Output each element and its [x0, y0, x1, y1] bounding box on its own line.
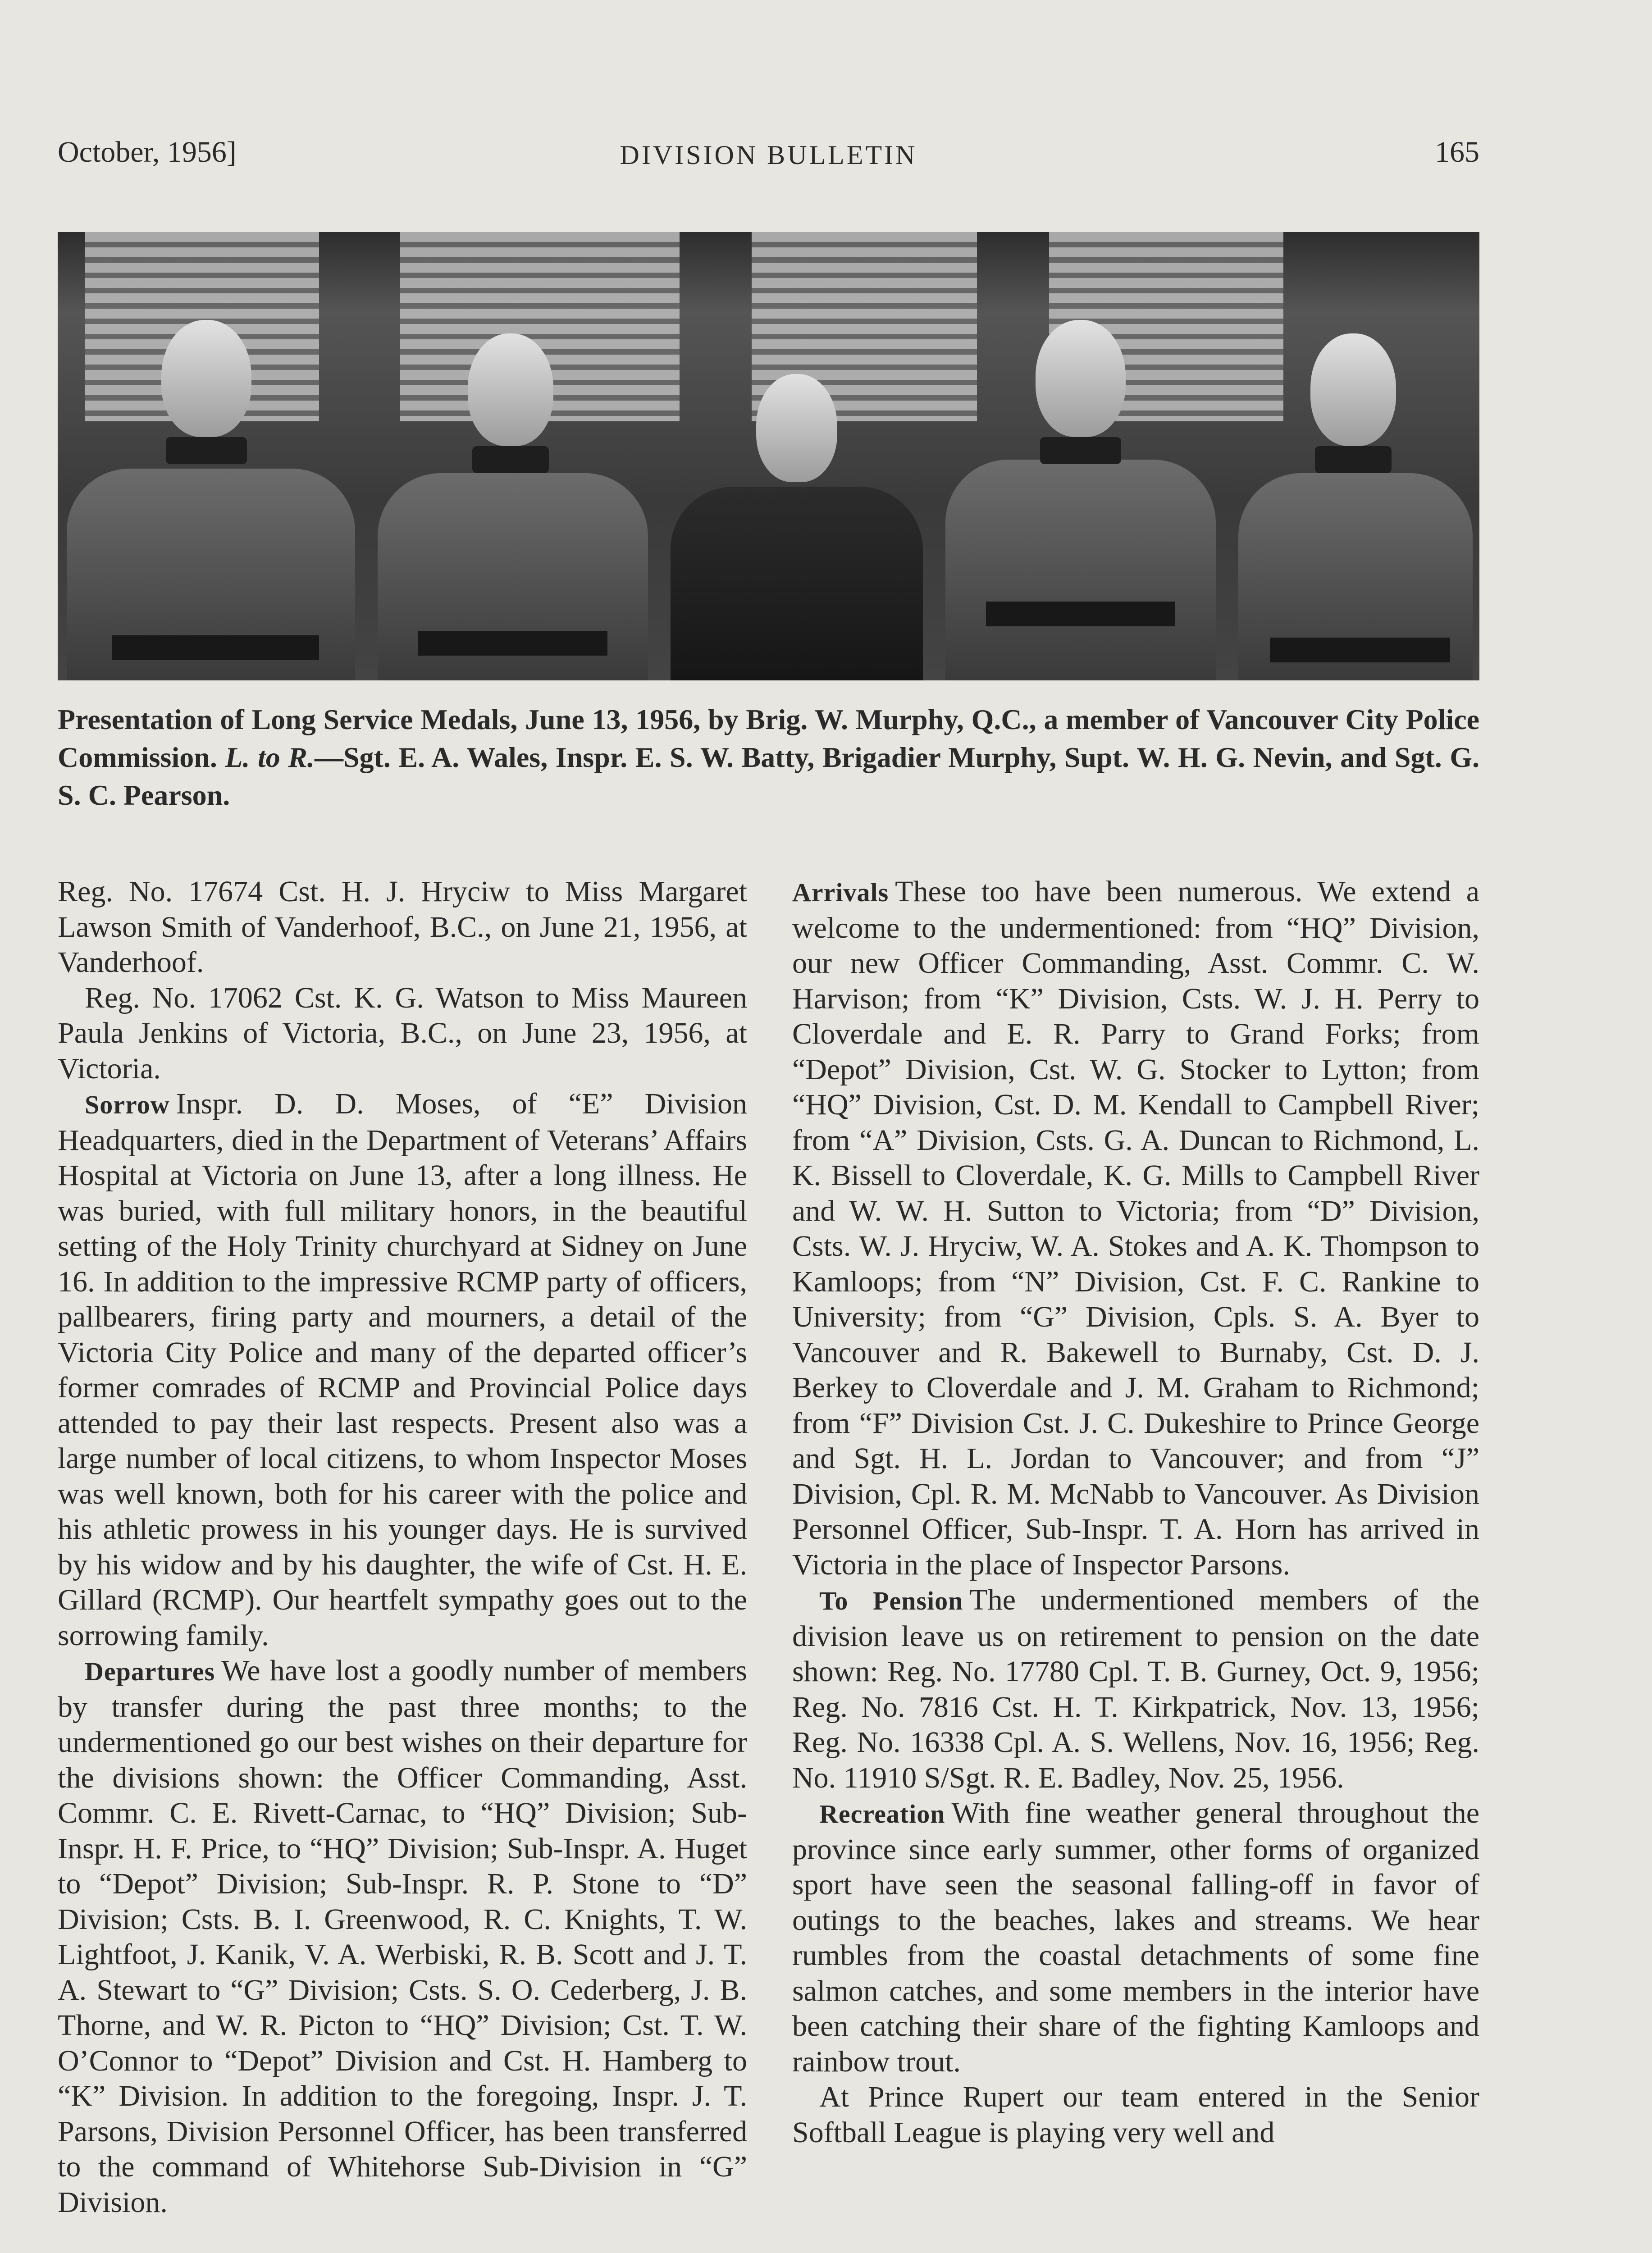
page-number: 165	[1435, 136, 1479, 169]
recreation-section: Recreation With fine weather general throughout the province since early summer, other forms of organized sport have seen the seasonal falling-off in favor of outings to the beaches, lakes and streams. We hear rumbles from the coastal detachments of some fine salmon catches, and some members in the interior have been catching their share of the fighting Kamloops and rainbow trout.	[792, 1797, 1479, 2078]
prince-rupert-paragraph: At Prince Rupert our team entered in the Senior Softball League is playing very well and	[792, 2080, 1479, 2149]
marriage-notice-1: Reg. No. 17674 Cst. H. J. Hryciw to Miss Margaret Lawson Smith of Vanderhoof, B.C., on June 21, 1956, at Vanderhoof.	[58, 875, 747, 979]
person-1	[58, 284, 364, 680]
pension-heading: To Pension	[819, 1586, 963, 1615]
issue-date: October, 1956]	[58, 136, 237, 169]
recreation-heading: Recreation	[819, 1799, 945, 1829]
person-2	[369, 311, 657, 680]
arrivals-heading: Arrivals	[792, 878, 889, 907]
departures-heading: Departures	[85, 1657, 215, 1686]
marriage-notice-2: Reg. No. 17062 Cst. K. G. Watson to Miss Maureen Paula Jenkins of Victoria, B.C., on June 23, 1956, at Victoria.	[58, 981, 747, 1085]
photo-caption: Presentation of Long Service Medals, June 13, 1956, by Brig. W. Murphy, Q.C., a member of Vancouver City Police Commission. L. to R.—Sgt. E. A. Wales, Inspr. E. S. W. Batty, Brigadier Murphy, Supt. W. H. G. Nevin, and Sgt. G. S. C. Pearson.	[58, 703, 1480, 811]
left-column	[58, 874, 747, 2220]
departures-section: Departures We have lost a goodly number of members by transfer during the past three months; to the undermentioned go our best wishes on their departure for the divisions shown: the Officer Commanding, Asst. Commr. C. E. Rivett-Carnac, to “HQ” Division; Sub-Inspr. H. F. Price, to “HQ” Division; Sub-Inspr. A. Huget to “Depot” Division; Sub-Inspr. R. P. Stone to “D” Division; Csts. B. I. Greenwood, R. C. Knights, T. W. Lightfoot, J. Kanik, V. A. Werbiski, R. B. Scott and J. T. A. Stewart to “G” Division; Csts. S. O. Cederberg, J. B. Thorne, and W. R. Picton to “HQ” Division; Cst. T. W. O’Connor to “Depot” Division and Cst. H. Hamberg to “K” Division. In addition to the foregoing, Inspr. J. T. Parsons, Division Personnel Officer, has been transferred to the command of Whitehorse Sub-Division in “G” Division.	[58, 1654, 747, 2219]
person-4	[936, 275, 1225, 680]
publication-title: DIVISION BULLETIN	[620, 140, 917, 170]
sorrow-heading: Sorrow	[85, 1090, 170, 1119]
page-header	[58, 135, 1479, 185]
person-5	[1229, 306, 1479, 680]
person-3	[662, 356, 932, 680]
group-photo	[58, 232, 1479, 680]
arrivals-section: Arrivals These too have been numerous. We extend a welcome to the undermentioned: from “HQ” Division, our new Officer Commanding, Asst. Commr. C. W. Harvison; from “K” Division, Csts. W. J. H. Perry to Cloverdale and E. R. Parry to Grand Forks; from “Depot” Division, Cst. W. G. Stocker to Lytton; from “HQ” Division, Cst. D. M. Kendall to Campbell River; from “A” Division, Csts. G. A. Duncan to Richmond, L. K. Bissell to Cloverdale, K. G. Mills to Campbell River and W. W. H. Sutton to Victoria; from “D” Division, Csts. W. J. Hryciw, W. A. Stokes and A. K. Thompson to Kamloops; from “N” Division, Cst. F. C. Rankine to University; from “G” Division, Cpls. S. A. Byer to Vancouver and R. Bakewell to Burnaby, Cst. D. J. Berkey to Cloverdale and J. M. Graham to Richmond; from “F” Division Cst. J. C. Dukeshire to Prince George and Sgt. H. L. Jordan to Vancouver; and from “J” Division, Cpl. R. M. McNabb to Vancouver. As Division Personnel Officer, Sub-Inspr. T. A. Horn has arrived in Victoria in the place of Inspector Parsons.	[792, 875, 1479, 1581]
right-column	[792, 874, 1479, 2150]
sorrow-section: Sorrow Inspr. D. D. Moses, of “E” Division Headquarters, died in the Department of Veterans’ Affairs Hospital at Victoria on June 13, after a long illness. He was buried, with full military honors, in the beautiful setting of the Holy Trinity churchyard at Sidney on June 16. In addition to the impressive RCMP party of officers, pallbearers, firing party and mourners, a detail of the Victoria City Police and many of the departed officer’s former comrades of RCMP and Provincial Police days attended to pay their last respects. Present also was a large number of local citizens, to whom Inspector Moses was well known, both for his career with the police and his athletic prowess in his younger days. He is survived by his widow and by his daughter, the wife of Cst. H. E. Gillard (RCMP). Our heartfelt sympathy goes out to the sorrowing family.	[58, 1087, 747, 1652]
pension-section: To Pension The undermentioned members of the division leave us on retirement to pension on the date shown: Reg. No. 17780 Cpl. T. B. Gurney, Oct. 9, 1956; Reg. No. 7816 Cst. H. T. Kirkpatrick, Nov. 13, 1956; Reg. No. 16338 Cpl. A. S. Wellens, Nov. 16, 1956; Reg. No. 11910 S/Sgt. R. E. Badley, Nov. 25, 1956.	[792, 1583, 1480, 1794]
